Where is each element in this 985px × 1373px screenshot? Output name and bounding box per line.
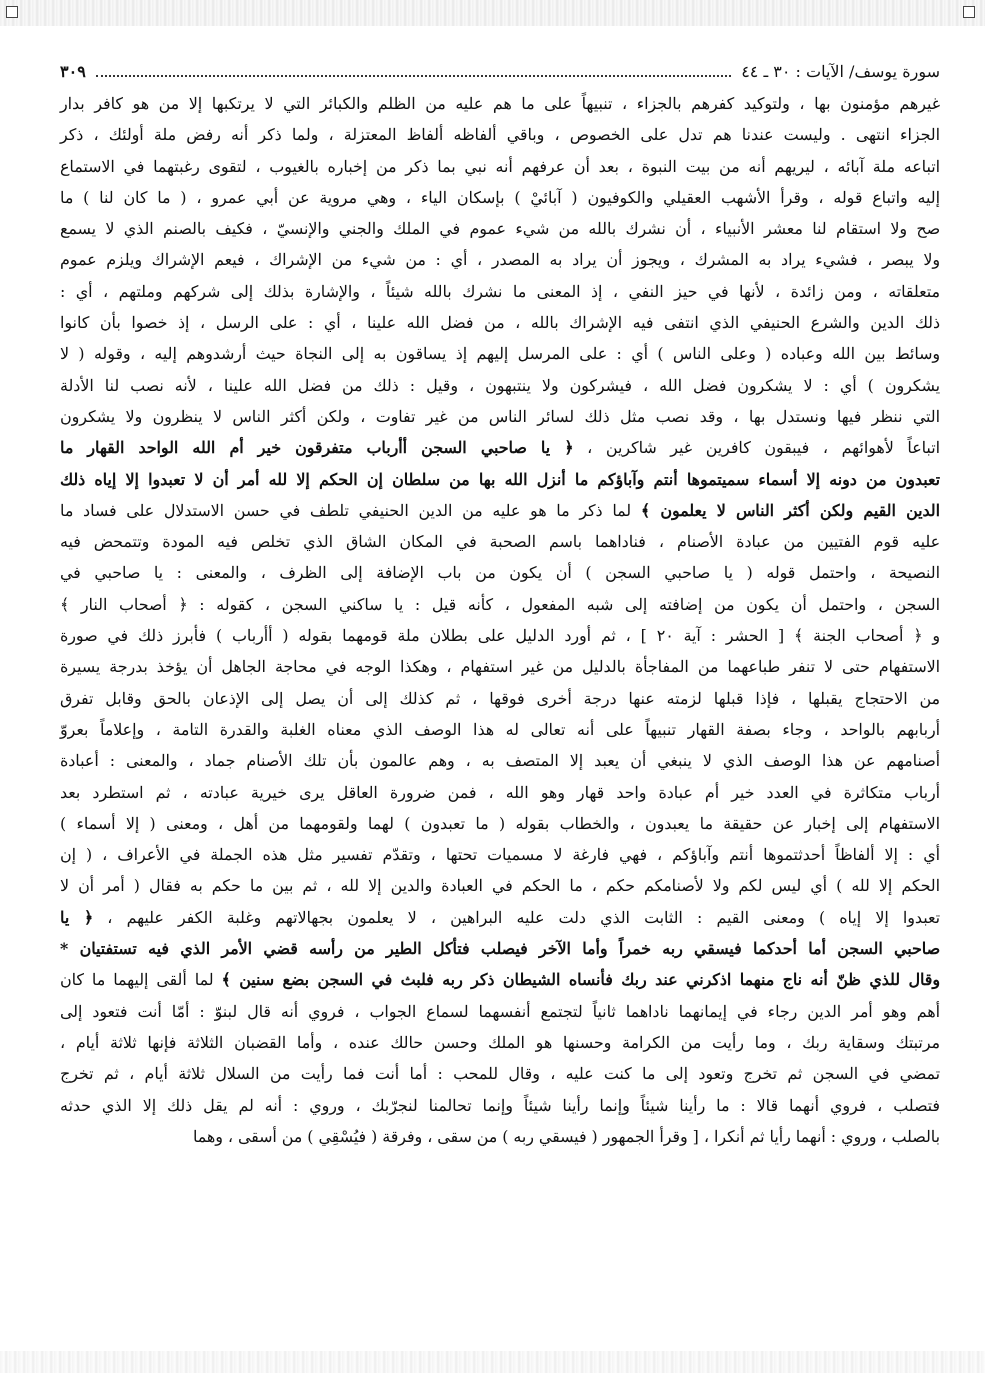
commentary-text: الاستفهام إلى إخبار عن حقيقة ما يعبدون ، والخطاب بقوله ( ما تعبدون ) لهما ولقومهما من أهل ، ومعنى ( إلا أسماء ) xyxy=(60,813,940,833)
text-line xyxy=(60,401,940,432)
commentary-text: وسائط بين الله وعباده ( وعلى الناس ) أي : على المرسل إليهم إذ يساقون به إلى النجاة حيث أرشدوهم إليه ، وقوله ( لا xyxy=(60,344,940,364)
commentary-text: التي ننظر فيها ونستدل بها ، وقد نصب مثل ذلك لسائر الناس من غير تفاوت ، ولكن أكثر الناس لا ينظرون ولا يشكرون xyxy=(60,406,940,426)
body-text xyxy=(60,88,940,1152)
commentary-text: مرتبتك وسقاية ربك ، وما رأيت من الكرامة وحسنها هو الملك وحسن حالك عنده ، وأما القضبان الثلاثة فإنها ثلاثة أيام ، xyxy=(60,1032,940,1052)
text-line xyxy=(60,182,940,213)
commentary-text: يشكرون ) أي : لا يشكرون فضل الله ، فيشركون ولا ينتبهون ، وقيل : ذلك من فضل الله علينا ، لأنه نصب لنا الأدلة xyxy=(60,375,940,395)
commentary-text: إليه واتباع قوله ، وقرأ الأشهب العقيلي والكوفيون ( آبائيْ ) بإسكان الياء ، وهي مروية عن أبي عمرو ، ( ما كان لنا ) ما xyxy=(60,187,940,207)
commentary-text: غيرهم مؤمنون بها ، ولتوكيد كفرهم بالجزاء ، تنبيهاً على ما هم عليه من الظلم والكبائر التي لا يرتكبها إلا من هو كافر بدار xyxy=(60,94,940,113)
text-line xyxy=(60,902,940,933)
commentary-text: أصنامهم عن هذا الوصف الذي لا ينبغي أن يعبد إلا المتصف به ، وهم عالمون بأن تلك الأصنام جماد ، والمعنى : أعبادة xyxy=(60,751,940,771)
text-line xyxy=(60,244,940,275)
commentary-text: أهم وهو أمر الدين رجاء في إيمانهما ناداهما ثانياً لتجتمع أنفسهما لسماع الجواب ، فروي أنه قال لبنوّ : أمّا أنت فتعود إلى xyxy=(60,1001,940,1021)
commentary-text: لما ألقى إليهما ما كان xyxy=(60,970,222,990)
text-line xyxy=(60,526,940,557)
commentary-text: أربابهم بالواحد ، وجاء بصفة القهار تنبيهاً على أنه تعالى له هذا الوصف الذي معناه الغلبة والقدرة التامة ، وإعلاماً بعروّ xyxy=(60,719,940,739)
text-line xyxy=(60,683,940,714)
text-line xyxy=(60,370,940,401)
commentary-text: اتباعه ملة آبائه ، ليريهم أنه من بيت النبوة ، بعد أن عرفهم أنه نبي بما ذكر من إخباره بالغيوب ، لتقوى رغبتهما في الاستماع xyxy=(60,156,940,176)
commentary-text: الاستفهام حتى لا تنفر طباعهما من المفاجأة بالدليل من غير استفهام ، وهكذا الوجه في محاجة الجاهل أن يؤخذ بدرجة يسيرة xyxy=(60,657,940,677)
chapter-title: سورة يوسف/ الآيات : ٣٠ ـ ٤٤ xyxy=(741,62,940,81)
commentary-text: من الاحتجاج يقبلها ، فإذا قبلها لزمته عنها درجة أخرى فوقها ، ثم كذلك إلى أن يصل إلى الإذعان بالحق وقابل تفرق xyxy=(60,688,940,708)
scan-corner-mark-left xyxy=(6,6,18,18)
quran-verse-text: ﴿ يا xyxy=(60,907,94,927)
commentary-text: بالصلب ، وروي : أنهما رأيا ثم أنكرا ، [ وقرأ الجمهور ( فيسقي ربه ) من سقى ، وفرقة ( فيُسْقِي ) من أسقى ، وهما xyxy=(192,1126,940,1146)
scan-edge-bottom xyxy=(0,1351,985,1373)
text-line xyxy=(60,589,940,620)
text-line xyxy=(60,964,940,995)
text-line xyxy=(60,996,940,1027)
commentary-text: اتباعاً لأهوائهم ، فيبقون كافرين غير شاكرين ، xyxy=(573,438,940,458)
text-line xyxy=(60,808,940,839)
commentary-text: صح ولا استقام لنا معشر الأنبياء ، أن نشرك بالله من شيء عموم في الملك والجني والإنسيّ ، فكيف بالصنم الذي لا يسمع xyxy=(60,219,940,239)
text-line xyxy=(60,651,940,682)
commentary-text: النصيحة ، واحتمل قوله ( يا صاحبي السجن ) أن يكون من باب الإضافة إلى الظرف ، والمعنى : يا صاحبي في xyxy=(60,563,940,583)
quran-verse-text: وقال للذي ظنّ أنه ناج منهما اذكرني عند ربك فأنساه الشيطان ذكر ربه فلبث في السجن بضع سنين ﴾ xyxy=(221,970,940,990)
commentary-text: ذلك الدين والشرع الحنيفي الذي انتفى فيه الإشراك بالله ، من فضل الله علينا ، أي : على الرسل ، إذ خصوا بأن كانوا xyxy=(60,313,940,333)
scan-edge-top xyxy=(0,0,985,26)
dotted-leader xyxy=(96,67,731,77)
running-header xyxy=(60,58,940,86)
commentary-text: تمضي في السجن ثم تخرج وتعود إلى ما كنت عليه ، وقال للمحب : أما أنت فما رأيت من السلال ثلاثة أيام ، ثم تخرج xyxy=(60,1064,940,1084)
quran-verse-text: صاحبي السجن أما أحدكما فيسقي ربه خمراً وأما الآخر فيصلب فتأكل الطير من رأسه قضي الأمر الذي فيه تستفتيان * xyxy=(60,939,940,959)
text-line xyxy=(60,495,940,526)
text-line xyxy=(60,777,940,808)
commentary-text: عليه قوم الفتيين من عبادة الأصنام ، فناداهما باسم الصحبة في المكان الشاق الذي تخلص فيه المودة وتتمحض فيه xyxy=(60,532,940,552)
commentary-text: أرباب متكاثرة في العدد خير أم عبادة واحد قهار وهو الله ، فمن ضرورة العاقل يرى خيرية عبادته ، ثم استطرد بعد xyxy=(60,782,940,802)
text-line xyxy=(60,870,940,901)
text-line xyxy=(60,620,940,651)
text-line xyxy=(60,338,940,369)
commentary-text: الجزاء انتهى . وليست عندنا هم تدل على الخصوص ، وباقي ألفاظه ألفاظ المعتزلة ، ولما ذكر أنه رفض ملة أولئك ، ذكر xyxy=(60,125,940,145)
text-line xyxy=(60,557,940,588)
text-line xyxy=(60,213,940,244)
quran-verse-text: تعبدون من دونه إلا أسماء سميتموها أنتم وآباؤكم ما أنزل الله بها من سلطان إن الحكم إلا لله أمر أن لا تعبدوا إلا إياه ذلك xyxy=(60,469,940,489)
commentary-text: متعلقاته ، ومن زائدة ، لأنها في حيز النفي ، إذ المعنى ما نشرك بالله شيئاً ، والإشارة بذلك إلى شركهم وملتهم ، أي : xyxy=(60,281,940,301)
commentary-text: السجن ، واحتمل أن يكون من إضافته إلى شبه المفعول ، كأنه قيل : يا ساكني السجن ، كقوله : ﴿ أصحاب النار ﴾ xyxy=(60,594,940,614)
text-line xyxy=(60,1090,940,1121)
quran-verse-text: ﴿ يا صاحبي السجن أأرباب متفرقون خير أم الله الواحد القهار ما xyxy=(60,438,574,458)
text-line xyxy=(60,464,940,495)
commentary-text: ولا يبصر ، فشيء يراد به المشرك ، ويجوز أن يراد به المصدر ، أي : من شيء من الإشراك ، فيعم الإشراك ويلزم عموم xyxy=(60,250,940,270)
text-line xyxy=(60,1121,940,1152)
commentary-text: فتصلب ، فروي أنهما قالا : ما رأينا شيئاً وإنما رأينا شيئاً وإنما تحالمنا لنجرّبك ، وروي : أنه لم يقل ذلك إلا الذي حدثه xyxy=(60,1095,940,1115)
commentary-text: و ﴿ أصحاب الجنة ﴾ [ الحشر : آية ٢٠ ] ، ثم أورد الدليل على بطلان ملة قومهما بقوله ( أأرباب ) فأبرز ذلك في صورة xyxy=(60,626,940,646)
text-line xyxy=(60,307,940,338)
commentary-text: الحكم إلا لله ) أي ليس لكم ولا لأصنامكم حكم ، ما الحكم في العبادة والدين إلا لله ، ثم بين ما حكم به فقال ( أمر أن لا xyxy=(60,876,940,896)
quran-verse-text: الدين القيم ولكن أكثر الناس لا يعلمون ﴾ xyxy=(640,500,940,520)
scan-corner-mark-right xyxy=(963,6,975,18)
text-line xyxy=(60,432,940,463)
book-page xyxy=(60,58,940,1152)
commentary-text: أي : إلا ألفاظاً أحدثتموها أنتم وآباؤكم ، فهي فارغة لا مسميات تحتها ، وتقدّم تفسير مثل هذه الجملة في الأعراف ، ( إن xyxy=(60,845,940,865)
text-line xyxy=(60,839,940,870)
page-number: ٣٠٩ xyxy=(60,62,86,81)
text-line xyxy=(60,119,940,150)
text-line xyxy=(60,933,940,964)
text-line xyxy=(60,1027,940,1058)
text-line xyxy=(60,88,940,119)
text-line xyxy=(60,714,940,745)
text-line xyxy=(60,276,940,307)
text-line xyxy=(60,1058,940,1089)
commentary-text: لما ذكر ما هو عليه من الدين الحنيفي تلطف في حسن الاستدلال على فساد ما xyxy=(60,500,641,520)
text-line xyxy=(60,745,940,776)
text-line xyxy=(60,151,940,182)
commentary-text: تعبدوا إلا إياه ) ومعنى القيم : الثابت الذي دلت عليه البراهين ، لا يعلمون بجهالاتهم وغلبة الكفر عليهم ، xyxy=(93,907,940,927)
